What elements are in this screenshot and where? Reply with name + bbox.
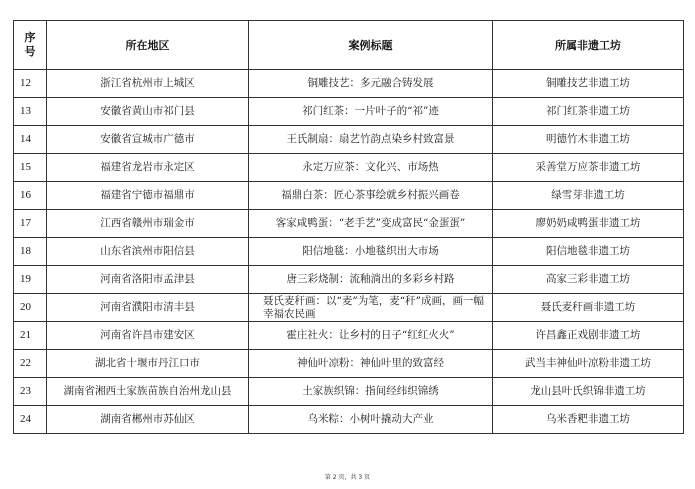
cell-workshop: 乌米香粑非遗工坊	[493, 406, 684, 434]
cell-workshop: 高家三彩非遗工坊	[493, 266, 684, 294]
cell-title: 霍庄社火：让乡村的日子“红红火火”	[249, 322, 493, 350]
table-row	[14, 182, 684, 210]
cell-title: 阳信地毯：小地毯织出大市场	[249, 238, 493, 266]
cell-region: 河南省濮阳市清丰县	[47, 294, 249, 322]
cell-title: 乌米粽：小树叶撬动大产业	[249, 406, 493, 434]
page-footer: 第 2 页，共 3 页	[324, 474, 371, 481]
cell-region: 安徽省宣城市广德市	[47, 126, 249, 154]
table-row	[14, 350, 684, 378]
cell-number: 19	[14, 266, 47, 294]
table-row	[14, 378, 684, 406]
table-row	[14, 126, 684, 154]
table-row	[14, 294, 684, 322]
table-row	[14, 210, 684, 238]
header-number-text: 序号	[24, 31, 36, 58]
cell-workshop: 绿雪芽非遗工坊	[493, 182, 684, 210]
cell-workshop: 龙山县叶氏织锦非遗工坊	[493, 378, 684, 406]
cell-region: 湖南省郴州市苏仙区	[47, 406, 249, 434]
cell-workshop: 祁门红茶非遗工坊	[493, 98, 684, 126]
cell-number: 13	[14, 98, 47, 126]
cell-number: 18	[14, 238, 47, 266]
table-row	[14, 154, 684, 182]
cell-workshop: 采善堂万应茶非遗工坊	[493, 154, 684, 182]
table-row	[14, 322, 684, 350]
cell-title: 祁门红茶：一片叶子的“祁”迹	[249, 98, 493, 126]
cell-workshop: 阳信地毯非遗工坊	[493, 238, 684, 266]
cell-title: 聂氏麦秆画：以“麦”为笔，麦“秆”成画，画一幅幸福农民画	[249, 294, 493, 322]
cell-workshop: 许昌鑫正戏剧非遗工坊	[493, 322, 684, 350]
table-row	[14, 70, 684, 98]
cell-number: 16	[14, 182, 47, 210]
cell-workshop: 明德竹木非遗工坊	[493, 126, 684, 154]
cell-number: 15	[14, 154, 47, 182]
cell-title: 唐三彩烧制：流釉淌出的多彩乡村路	[249, 266, 493, 294]
cell-workshop: 武当丰神仙叶凉粉非遗工坊	[493, 350, 684, 378]
header-title: 案例标题	[249, 21, 493, 70]
cell-region: 湖南省湘西土家族苗族自治州龙山县	[47, 378, 249, 406]
cell-region: 福建省宁德市福鼎市	[47, 182, 249, 210]
cell-region: 江西省赣州市瑞金市	[47, 210, 249, 238]
cell-title: 王氏制扇：扇艺竹韵点染乡村致富景	[249, 126, 493, 154]
header-region: 所在地区	[47, 21, 249, 70]
cell-number: 21	[14, 322, 47, 350]
cell-workshop: 廖奶奶咸鸭蛋非遗工坊	[493, 210, 684, 238]
cell-workshop: 铜雕技艺非遗工坊	[493, 70, 684, 98]
cell-title: 福鼎白茶：匠心茶事绘就乡村振兴画卷	[249, 182, 493, 210]
cell-region: 福建省龙岩市永定区	[47, 154, 249, 182]
case-table	[13, 20, 684, 434]
table-header-row	[14, 21, 684, 70]
cell-title: 客家咸鸭蛋：“老手艺”变成富民“金蛋蛋”	[249, 210, 493, 238]
table-row	[14, 238, 684, 266]
cell-title: 土家族织锦：指间经纬织锦绣	[249, 378, 493, 406]
cell-region: 浙江省杭州市上城区	[47, 70, 249, 98]
cell-region: 山东省滨州市阳信县	[47, 238, 249, 266]
cell-region: 河南省许昌市建安区	[47, 322, 249, 350]
table-body	[14, 70, 684, 434]
cell-title: 神仙叶凉粉：神仙叶里的致富经	[249, 350, 493, 378]
cell-number: 14	[14, 126, 47, 154]
table-row	[14, 406, 684, 434]
cell-region: 安徽省黄山市祁门县	[47, 98, 249, 126]
header-workshop: 所属非遗工坊	[493, 21, 684, 70]
cell-number: 12	[14, 70, 47, 98]
table-row	[14, 266, 684, 294]
cell-region: 河南省洛阳市孟津县	[47, 266, 249, 294]
cell-workshop: 聂氏麦秆画非遗工坊	[493, 294, 684, 322]
cell-number: 23	[14, 378, 47, 406]
table-row	[14, 98, 684, 126]
cell-number: 17	[14, 210, 47, 238]
header-number	[14, 21, 47, 70]
cell-title: 永定万应茶：文化兴、市场热	[249, 154, 493, 182]
cell-number: 22	[14, 350, 47, 378]
cell-number: 20	[14, 294, 47, 322]
cell-title: 铜雕技艺：多元融合铸发展	[249, 70, 493, 98]
cell-region: 湖北省十堰市丹江口市	[47, 350, 249, 378]
cell-number: 24	[14, 406, 47, 434]
